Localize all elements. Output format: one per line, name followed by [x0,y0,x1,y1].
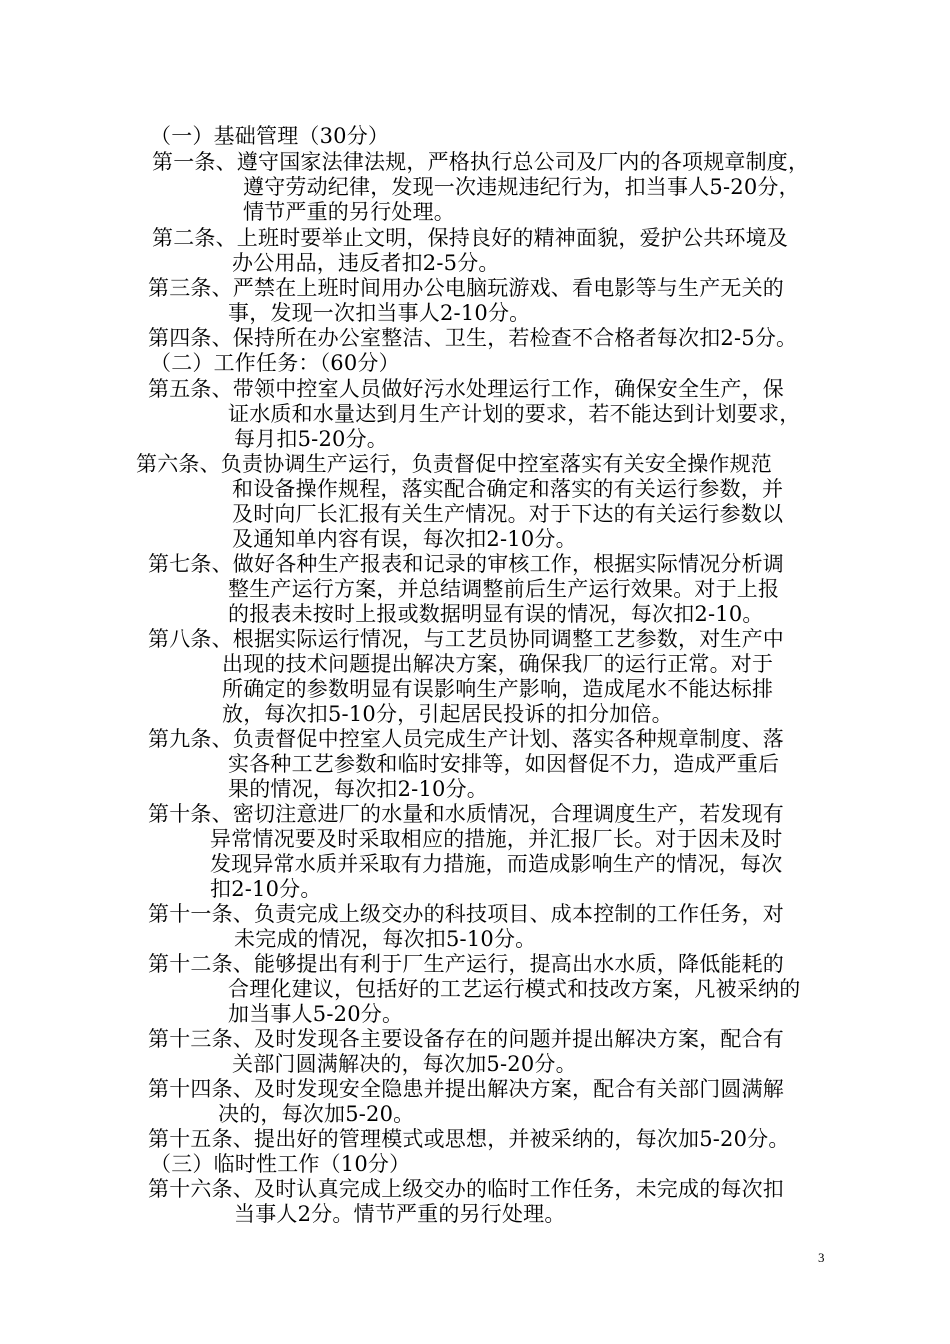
article-16-line-2: 当事人2分。情节严重的另行处理。 [234,1202,566,1226]
article-14-line-2: 决的，每次加5-20。 [218,1102,415,1126]
article-13-line-2: 关部门圆满解决的，每次加5-20分。 [232,1052,577,1076]
article-3-line-2: 事，发现一次扣当事人2-10分。 [228,301,531,325]
article-7-line-1: 第七条、做好各种生产报表和记录的审核工作，根据实际情况分析调 [148,552,784,576]
article-9-line-2: 实各种工艺参数和临时安排等，如因督促不力，造成严重后 [228,752,780,776]
article-11-line-2: 未完成的情况，每次扣5-10分。 [234,927,537,951]
article-6-line-1: 第六条、负责协调生产运行，负责督促中控室落实有关安全操作规范 [136,452,772,476]
article-1-line-3: 情节严重的另行处理。 [243,200,455,224]
article-8-line-3: 所确定的参数明显有误影响生产影响，造成尾水不能达标排 [222,677,774,701]
article-1-line-2: 遵守劳动纪律，发现一次违规违纪行为，扣当事人5-20分， [243,175,800,199]
article-6-line-3: 及时向厂长汇报有关生产情况。对于下达的有关运行参数以 [232,502,784,526]
article-16-line-1: 第十六条、及时认真完成上级交办的临时工作任务，未完成的每次扣 [148,1177,784,1201]
article-12-line-1: 第十二条、能够提出有利于厂生产运行，提高出水水质，降低能耗的 [148,952,784,976]
article-13-line-1: 第十三条、及时发现各主要设备存在的问题并提出解决方案，配合有 [148,1027,784,1051]
article-8-line-1: 第八条、根据实际运行情况，与工艺员协同调整工艺参数，对生产中 [148,627,784,651]
section-heading-tasks: （二）工作任务：（60分） [150,351,400,375]
article-10-line-1: 第十条、密切注意进厂的水量和水质情况，合理调度生产，若发现有 [148,802,784,826]
article-2-line-2: 办公用品，违反者扣2-5分。 [232,251,500,275]
article-4-line-1: 第四条、保持所在办公室整洁、卫生，若检查不合格者每次扣2-5分。 [148,326,798,350]
article-5-line-3: 每月扣5-20分。 [234,427,388,451]
article-8-line-2: 出现的技术问题提出解决方案，确保我厂的运行正常。对于 [222,652,774,676]
article-14-line-1: 第十四条、及时发现安全隐患并提出解决方案，配合有关部门圆满解 [148,1077,784,1101]
article-10-line-4: 扣2-10分。 [210,877,322,901]
article-5-line-1: 第五条、带领中控室人员做好污水处理运行工作，确保安全生产，保 [148,377,784,401]
article-10-line-2: 异常情况要及时采取相应的措施，并汇报厂长。对于因未及时 [210,827,783,851]
article-2-line-1: 第二条、上班时要举止文明，保持良好的精神面貌，爱护公共环境及 [152,226,788,250]
article-9-line-1: 第九条、负责督促中控室人员完成生产计划、落实各种规章制度、落 [148,727,784,751]
section-heading-basic: （一）基础管理（30分） [150,124,390,148]
section-heading-temporary: （三）临时性工作（10分） [150,1152,411,1176]
article-3-line-1: 第三条、严禁在上班时间用办公电脑玩游戏、看电影等与生产无关的 [148,276,784,300]
article-9-line-3: 果的情况，每次扣2-10分。 [228,777,488,801]
article-6-line-4: 及通知单内容有误，每次扣2-10分。 [232,527,577,551]
article-1-line-1: 第一条、遵守国家法律法规，严格执行总公司及厂内的各项规章制度， [152,150,810,174]
article-11-line-1: 第十一条、负责完成上级交办的科技项目、成本控制的工作任务，对 [148,902,784,926]
article-12-line-3: 加当事人5-20分。 [228,1002,404,1026]
article-7-line-2: 整生产运行方案，并总结调整前后生产运行效果。对于上报 [228,577,780,601]
article-6-line-2: 和设备操作规程，落实配合确定和落实的有关运行参数，并 [232,477,784,501]
article-7-line-3: 的报表未按时上报或数据明显有误的情况，每次扣2-10。 [228,602,764,626]
article-12-line-2: 合理化建议，包括好的工艺运行模式和技改方案，凡被采纳的 [228,977,801,1001]
article-15-line-1: 第十五条、提出好的管理模式或思想，并被采纳的，每次加5-20分。 [148,1127,790,1151]
page-number: 3 [818,1250,825,1265]
article-10-line-3: 发现异常水质并采取有力措施，而造成影响生产的情况，每次 [210,852,783,876]
article-5-line-2: 证水质和水量达到月生产计划的要求，若不能达到计划要求， [228,402,801,426]
article-8-line-4: 放，每次扣5-10分，引起居民投诉的扣分加倍。 [222,702,673,726]
